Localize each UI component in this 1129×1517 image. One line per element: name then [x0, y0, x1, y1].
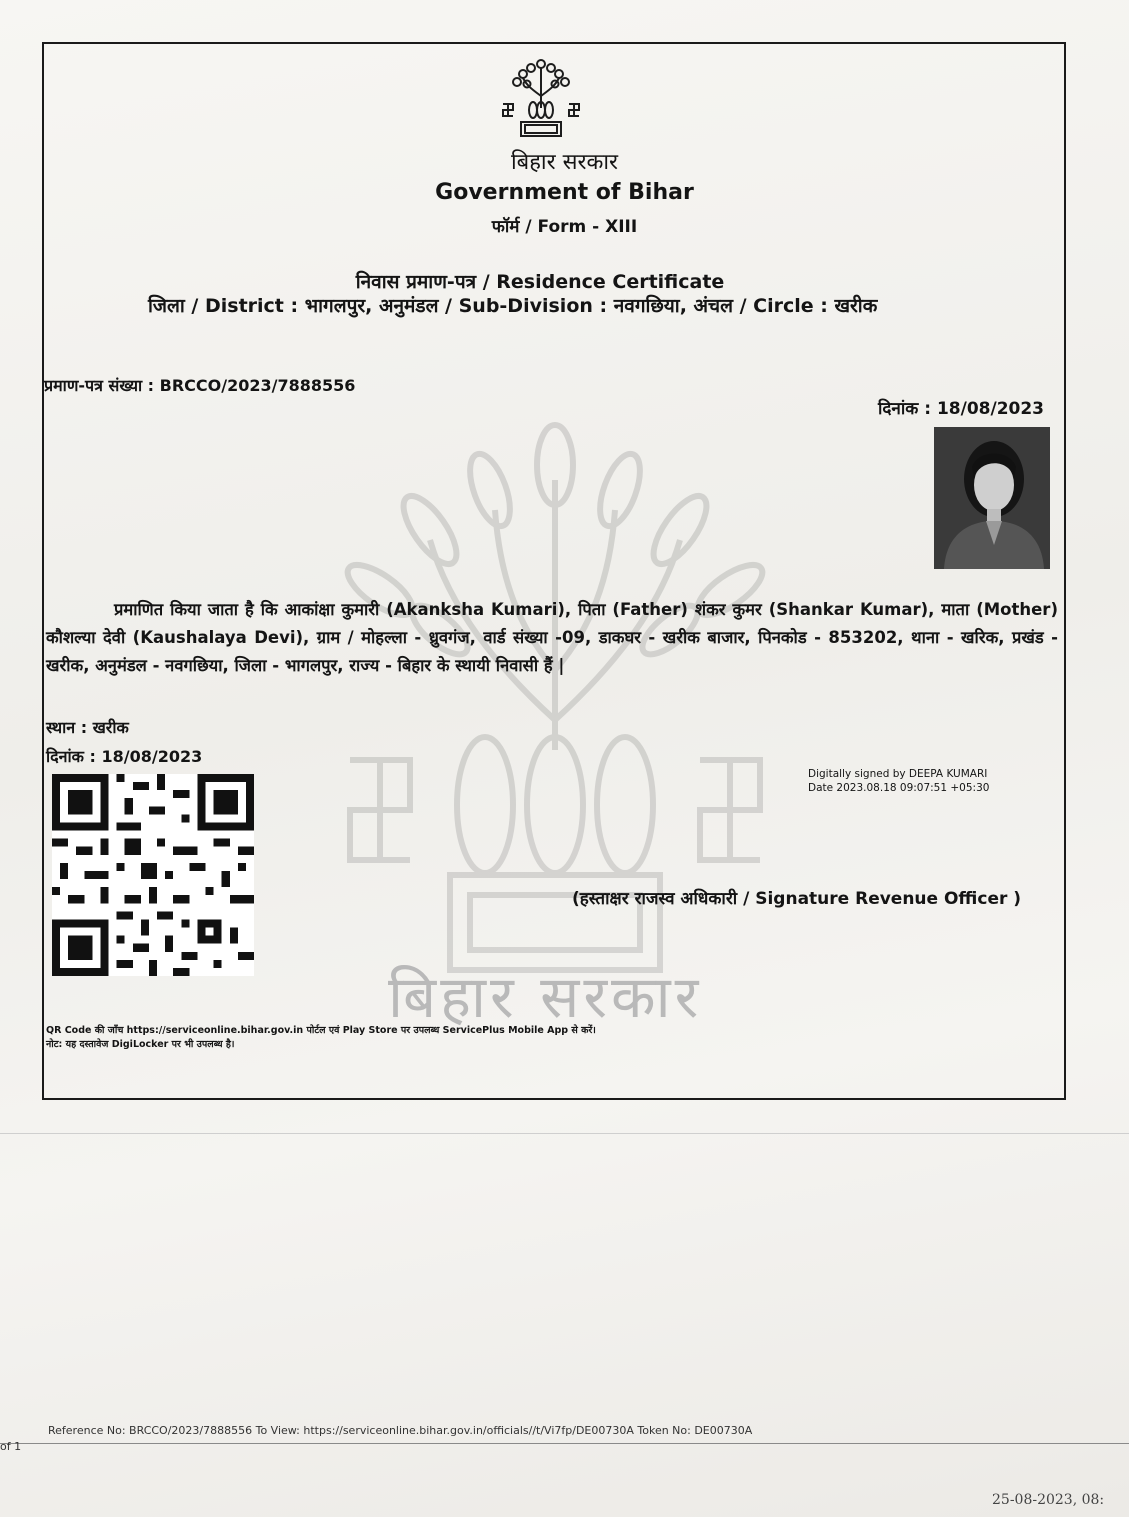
issue-date: दिनांक : 18/08/2023 [878, 399, 1045, 419]
body-line-3: थाना - खरिक, प्रखंड - खरीक, अनुमंडल - नवगछिया, जिला - भागलपुर, राज्य - बिहार के स्थायी निवासी हैं | [46, 628, 1058, 675]
digital-signature-block [808, 767, 989, 795]
certificate-title: निवास प्रमाण-पत्र / Residence Certificate [355, 271, 725, 293]
footer-divider [0, 1443, 1129, 1444]
page-count: of 1 [0, 1440, 22, 1453]
digital-signed-date: Date 2023.08.18 09:07:51 +05:30 [808, 782, 990, 794]
body-line-1: प्रमाणित किया जाता है कि आकांक्षा कुमारी (Akanksha Kumari), पिता (Father) शंकर कुमर (Shankar Kumar), माता [114, 600, 970, 619]
qr-note-line-1: QR Code की जाँच https://serviceonline.bihar.gov.in पोर्टल एवं Play Store पर उपलब्ध ServicePlus Mobile App से करें। [46, 1025, 596, 1036]
signing-date: दिनांक : 18/08/2023 [46, 747, 203, 766]
certification-paragraph [46, 596, 1058, 680]
verification-qr-code[interactable] [52, 774, 254, 976]
digital-signed-by: Digitally signed by DEEPA KUMARI [808, 768, 988, 780]
body-line-2: (Mother) कौशल्या देवी (Kaushalaya Devi), ग्राम / मोहल्ला - ध्रुवगंज, वार्ड संख्या -09, डाकघर - खरीक बाजार, पिनकोड - 853202, [46, 600, 1058, 647]
watermark-text: बिहार सरकार [388, 963, 703, 1031]
qr-verification-note [46, 1024, 596, 1052]
place: स्थान : खरीक [46, 718, 129, 737]
certificate-number: प्रमाण-पत्र संख्या : BRCCO/2023/7888556 [44, 376, 356, 395]
gov-title-english: Government of Bihar [435, 180, 694, 205]
form-number: फॉर्म / Form - XIII [491, 217, 638, 237]
qr-note-line-2: नोट: यह दस्तावेज DigiLocker पर भी उपलब्ध है। [46, 1039, 235, 1050]
fold-line [0, 1133, 1129, 1134]
bihar-emblem-icon [497, 56, 585, 142]
jurisdiction-line: जिला / District : भागलपुर, अनुमंडल / Sub-Division : नवगछिया, अंचल / Circle : खरीक [148, 295, 878, 317]
signature-revenue-officer: (हस्ताक्षर राजस्व अधिकारी / Signature Revenue Officer ) [572, 889, 1022, 909]
print-timestamp: 25-08-2023, 08: [992, 1492, 1105, 1508]
applicant-photo [934, 427, 1050, 569]
gov-title-hindi: बिहार सरकार [510, 150, 619, 175]
reference-footer: Reference No: BRCCO/2023/7888556 To View: https://serviceonline.bihar.gov.in/officials//t/Vi7fp/DE00730A Token No: DE00730A [48, 1424, 753, 1437]
